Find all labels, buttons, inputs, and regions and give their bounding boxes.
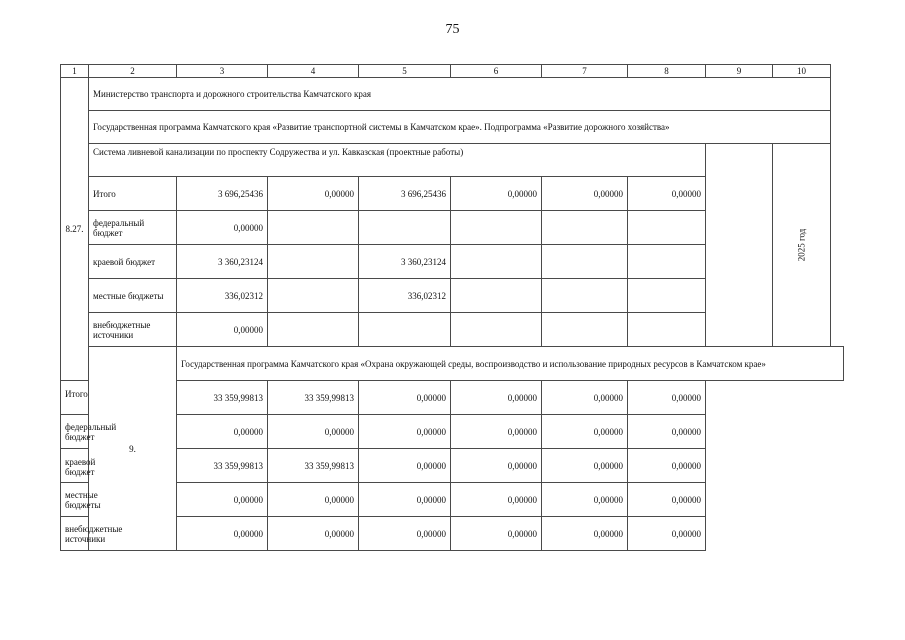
- value-cell: 0,00000: [268, 517, 359, 551]
- value-cell: 0,00000: [177, 211, 268, 245]
- row-label: внебюджетные источники: [89, 313, 177, 347]
- value-cell: 0,00000: [268, 177, 359, 211]
- value-cell: [628, 313, 706, 347]
- value-cell: [628, 245, 706, 279]
- column-number: 10: [773, 65, 831, 78]
- column-number: 8: [628, 65, 706, 78]
- value-cell: [359, 313, 451, 347]
- value-cell: [542, 245, 628, 279]
- value-cell: 0,00000: [268, 483, 359, 517]
- column-number: 2: [89, 65, 177, 78]
- project-title: Система ливневой канализации по проспекту Содружества и ул. Кавказская (проектные работы): [89, 144, 706, 177]
- value-cell: 0,00000: [542, 415, 628, 449]
- program-title: Государственная программа Камчатского края «Охрана окружающей среды, воспроизводство и использование природных ресурсов в Камчатском крае»: [177, 347, 844, 381]
- value-cell: 0,00000: [628, 415, 706, 449]
- value-cell: 0,00000: [268, 415, 359, 449]
- program-row: [61, 347, 844, 381]
- row-index: 8.27.: [61, 78, 89, 381]
- page-number: 75: [445, 22, 460, 37]
- year-cell: [773, 144, 831, 347]
- column-number-row: [61, 65, 844, 78]
- value-cell: [359, 211, 451, 245]
- budget-table: [60, 64, 844, 551]
- row-label: федеральный бюджет: [89, 211, 177, 245]
- value-cell: 0,00000: [177, 483, 268, 517]
- value-cell: [542, 211, 628, 245]
- row-label: местные бюджеты: [61, 483, 89, 517]
- row-index: 9.: [89, 347, 177, 551]
- value-cell: 0,00000: [628, 177, 706, 211]
- value-cell: [542, 279, 628, 313]
- value-cell: 0,00000: [542, 449, 628, 483]
- column-number: 9: [706, 65, 773, 78]
- value-cell: [268, 211, 359, 245]
- value-cell: 0,00000: [177, 517, 268, 551]
- row-label: местные бюджеты: [89, 279, 177, 313]
- column-number: 7: [542, 65, 628, 78]
- row-label: Итого: [61, 381, 89, 415]
- value-cell: 0,00000: [628, 449, 706, 483]
- value-cell: 0,00000: [359, 449, 451, 483]
- value-cell: 336,02312: [177, 279, 268, 313]
- row-label: краевой бюджет: [89, 245, 177, 279]
- value-cell: 0,00000: [359, 381, 451, 415]
- empty-cell: [706, 144, 773, 347]
- program-title: Государственная программа Камчатского края «Развитие транспортной системы в Камчатском крае». Подпрограмма «Развитие дорожного хозяйства»: [89, 111, 831, 144]
- value-cell: 0,00000: [359, 415, 451, 449]
- row-label: Итого: [89, 177, 177, 211]
- value-cell: 3 360,23124: [177, 245, 268, 279]
- value-cell: 33 359,99813: [177, 449, 268, 483]
- value-cell: 0,00000: [451, 415, 542, 449]
- value-cell: 0,00000: [628, 517, 706, 551]
- value-cell: 0,00000: [451, 517, 542, 551]
- row-label: краевой бюджет: [61, 449, 89, 483]
- column-number: 5: [359, 65, 451, 78]
- empty-cell: [773, 381, 831, 551]
- value-cell: 0,00000: [542, 381, 628, 415]
- value-cell: 0,00000: [359, 483, 451, 517]
- column-number: 4: [268, 65, 359, 78]
- table-row: [61, 381, 844, 415]
- value-cell: [628, 279, 706, 313]
- value-cell: [451, 245, 542, 279]
- value-cell: 0,00000: [542, 177, 628, 211]
- value-cell: 0,00000: [451, 449, 542, 483]
- value-cell: 3 360,23124: [359, 245, 451, 279]
- value-cell: 0,00000: [628, 483, 706, 517]
- program-row: [61, 111, 844, 144]
- value-cell: [451, 211, 542, 245]
- value-cell: [268, 313, 359, 347]
- project-row: [61, 144, 844, 177]
- value-cell: 0,00000: [542, 483, 628, 517]
- value-cell: 0,00000: [359, 517, 451, 551]
- value-cell: 3 696,25436: [359, 177, 451, 211]
- value-cell: 33 359,99813: [268, 449, 359, 483]
- column-number: 6: [451, 65, 542, 78]
- value-cell: 0,00000: [177, 313, 268, 347]
- value-cell: [628, 211, 706, 245]
- value-cell: [451, 313, 542, 347]
- row-label: федеральный бюджет: [61, 415, 89, 449]
- value-cell: 0,00000: [542, 517, 628, 551]
- ministry-row: [61, 78, 844, 111]
- value-cell: [451, 279, 542, 313]
- empty-cell: [706, 381, 773, 551]
- ministry-title: Министерство транспорта и дорожного строительства Камчатского края: [89, 78, 831, 111]
- value-cell: [268, 245, 359, 279]
- value-cell: [542, 313, 628, 347]
- column-number: 1: [61, 65, 89, 78]
- value-cell: 33 359,99813: [177, 381, 268, 415]
- value-cell: 336,02312: [359, 279, 451, 313]
- value-cell: [268, 279, 359, 313]
- value-cell: 0,00000: [451, 177, 542, 211]
- value-cell: 0,00000: [177, 415, 268, 449]
- value-cell: 0,00000: [451, 381, 542, 415]
- year-label: 2025 год: [796, 228, 807, 262]
- value-cell: 0,00000: [451, 483, 542, 517]
- row-label: внебюджетные источники: [61, 517, 89, 551]
- column-number: 3: [177, 65, 268, 78]
- value-cell: 33 359,99813: [268, 381, 359, 415]
- value-cell: 3 696,25436: [177, 177, 268, 211]
- value-cell: 0,00000: [628, 381, 706, 415]
